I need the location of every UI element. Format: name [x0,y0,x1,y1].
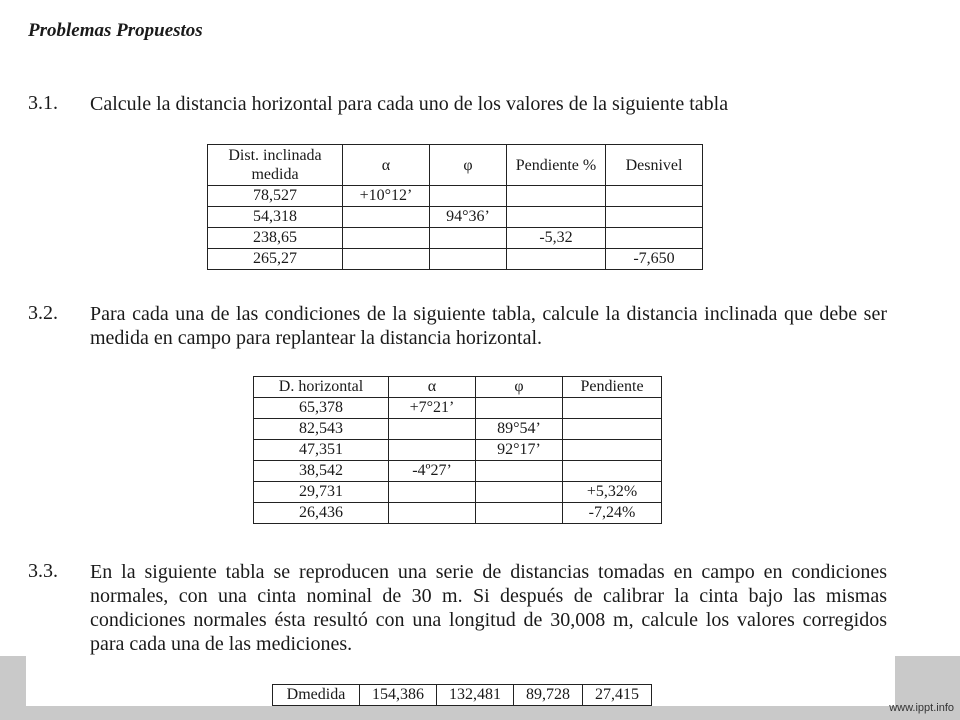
table-cell [507,207,606,228]
header-phi: φ [476,377,563,398]
table-cell [343,228,430,249]
table-cell: 38,542 [254,461,389,482]
table-cell: -4º27’ [389,461,476,482]
table-header-row [254,377,662,398]
table-row [208,249,703,270]
header-alpha: α [389,377,476,398]
table-row [273,685,652,706]
table-cell: 26,436 [254,503,389,524]
table-cell: 29,731 [254,482,389,503]
table-cell-label: Dmedida [273,685,360,706]
table-cell: -5,32 [507,228,606,249]
table-row [208,228,703,249]
table-row [254,461,662,482]
table-cell [343,249,430,270]
problem-number-3-3: 3.3. [28,560,58,582]
problem-text-3-2: Para cada una de las condiciones de la siguiente tabla, calcule la distancia inclinada que debe ser medida en campo para replantear la distancia horizontal. [90,303,887,349]
problem-text-3-1: Calcule la distancia horizontal para cada uno de los valores de la siguiente tabla [90,93,729,115]
table-cell: 132,481 [437,685,514,706]
table-cell: 65,378 [254,398,389,419]
table-cell: 265,27 [208,249,343,270]
header-dist-inclinada: Dist. inclinada medida [208,145,343,186]
problem-number-3-1: 3.1. [28,92,58,114]
table-row [208,186,703,207]
table-row [254,398,662,419]
table-3-2 [253,376,662,524]
table-row [254,482,662,503]
table-cell: 89,728 [514,685,583,706]
table-cell [389,440,476,461]
table-cell: 78,527 [208,186,343,207]
table-cell [476,461,563,482]
header-d-horizontal: D. horizontal [254,377,389,398]
table-cell [476,503,563,524]
table-cell: 92°17’ [476,440,563,461]
table-cell [563,440,662,461]
table-cell: +5,32% [563,482,662,503]
table-cell [389,503,476,524]
table-cell: -7,650 [606,249,703,270]
watermark: www.ippt.info [889,702,954,714]
table-cell: 82,543 [254,419,389,440]
table-row [208,207,703,228]
table-cell: 47,351 [254,440,389,461]
table-cell: 54,318 [208,207,343,228]
table-cell [507,186,606,207]
problem-text-3-3: En la siguiente tabla se reproducen una serie de distancias tomadas en campo en condiciones normales, con una cinta nominal de 30 m. Si después de calibrar la cinta bajo las mismas condiciones normales ésta resultó con una longitud de 30,008 m, calcule los valores corregidos para cada una de las mediciones. [90,561,887,655]
table-cell [430,249,507,270]
table-cell [430,186,507,207]
header-desnivel: Desnivel [606,145,703,186]
table-cell: +7°21’ [389,398,476,419]
problem-number-3-2: 3.2. [28,302,58,324]
table-cell [343,207,430,228]
table-cell [563,398,662,419]
table-cell: -7,24% [563,503,662,524]
table-cell: 154,386 [360,685,437,706]
table-cell: 238,65 [208,228,343,249]
table-cell [430,228,507,249]
table-cell [389,482,476,503]
table-cell [389,419,476,440]
table-cell [606,186,703,207]
table-cell [476,398,563,419]
table-cell [606,207,703,228]
table-header-row [208,145,703,186]
table-row [254,419,662,440]
table-cell: 89°54’ [476,419,563,440]
page-title: Problemas Propuestos [28,20,203,41]
table-cell [606,228,703,249]
table-3-1 [207,144,703,270]
table-cell [507,249,606,270]
table-3-3 [272,684,652,706]
header-pendiente: Pendiente [563,377,662,398]
table-cell [563,419,662,440]
header-pendiente: Pendiente % [507,145,606,186]
table-cell: +10°12’ [343,186,430,207]
header-phi: φ [430,145,507,186]
table-cell [563,461,662,482]
table-row [254,503,662,524]
header-alpha: α [343,145,430,186]
table-cell [476,482,563,503]
table-row [254,440,662,461]
table-cell: 94°36’ [430,207,507,228]
table-cell: 27,415 [583,685,652,706]
